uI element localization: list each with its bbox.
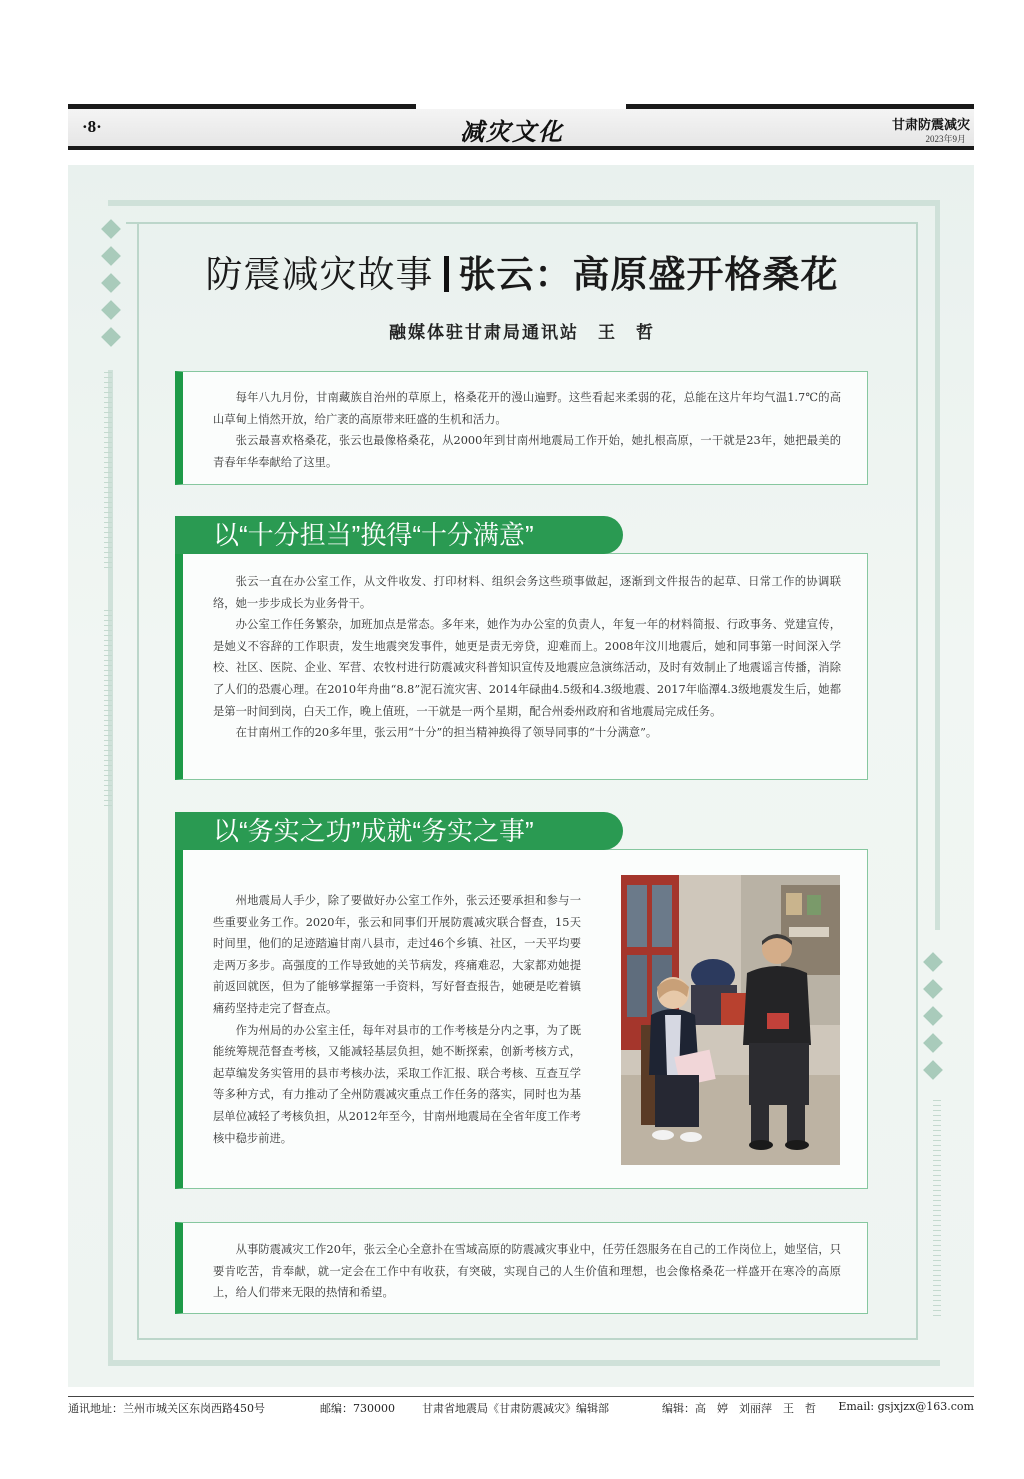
page-footer [68, 1400, 974, 1416]
section2-paragraph: 州地震局人手少，除了要做好办公室工作外，张云还要承担和参与一些重要业务工作。2020年，张云和同事们开展防震减灾联合督查，15天时间里，他们的足迹踏遍甘南八县市，走过46个乡镇、社区，一天平均要走两万多步。高强度的工作导致她的关节病发，疼痛难忍，大家都劝她提前返回就医，但为了能够掌握第一手资料，写好督查报告，她硬是吃着镇痛药坚持走完了督查点。 [213, 894, 581, 1015]
footer-rule [68, 1396, 974, 1397]
intro-paragraph: 张云最喜欢格桑花，张云也最像格桑花，从2000年到甘南州地震局工作开始，她扎根高原，一干就是23年，她把最美的青春年华奉献给了这里。 [213, 434, 841, 469]
intro-paragraph: 每年八九月份，甘南藏族自治州的草原上，格桑花开的漫山遍野。这些看起来柔弱的花，总能在这片年均气温1.7℃的高山草甸上悄然开放，给广袤的高原带来旺盛的生机和活力。 [213, 391, 841, 426]
magazine-name: 甘肃防震减灾 [891, 118, 970, 133]
hatch-ornament [104, 372, 112, 572]
title-main: 张云：高原盛开格桑花 [458, 254, 839, 295]
footer-publisher: 甘肃省地震局《甘肃防震减灾》编辑部 [422, 1402, 609, 1415]
title-prefix: 防震减灾故事 [205, 254, 434, 295]
section2-paragraph: 作为州局的办公室主任，每年对县市的工作考核是分内之事，为了既能统筹规范督查考核，又能减轻基层负担，她不断探索，创新考核方式，起草编发务实管用的县市考核办法，采取工作汇报、联合考核、互查互学等多种方式，有力推动了全州防震减灾重点工作任务的落实，同时也为基层单位减轻了考核负担，从2012年至今，甘南州地震局在全省年度工作考核中稳步前进。 [213, 1023, 581, 1145]
byline: 融媒体驻甘肃局通讯站 王 哲 [389, 323, 655, 343]
section1-paragraph: 在甘南州工作的20多年里，张云用“十分”的担当精神换得了领导同事的“十分满意”。 [235, 726, 658, 740]
frame-line-right [935, 200, 940, 930]
section1-box [175, 553, 868, 780]
issue-date: 2023年9月 [925, 134, 966, 144]
article-photo [621, 875, 840, 1165]
section2-heading: 以“务实之功”成就“务实之事” [175, 812, 623, 850]
column-title: 减灾文化 [460, 117, 564, 146]
conclusion-box [175, 1222, 868, 1314]
page-number: ·8· [82, 117, 102, 136]
inner-frame-left [137, 222, 139, 1340]
footer-postcode: 邮编：730000 [320, 1402, 395, 1415]
intro-box [175, 371, 868, 485]
inner-frame-top [126, 222, 918, 224]
frame-line-top [108, 200, 940, 206]
conclusion-paragraph: 从事防震减灾工作20年，张云全心全意扑在雪域高原的防震减灾事业中，任劳任怨服务在自己的工作岗位上，她坚信，只要肯吃苦，肯奉献，就一定会在工作中有收获，有突破，实现自己的人生价值和理想，也会像格桑花一样盛开在寒冷的高原上，给人们带来无限的热情和希望。 [213, 1243, 841, 1300]
footer-editors: 编辑：高 婷 刘丽萍 王 哲 [662, 1402, 816, 1415]
inner-frame-right [916, 222, 918, 1340]
section1-paragraph: 张云一直在办公室工作，从文件收发、打印材料、组织会务这些琐事做起，逐渐到文件报告的起草、日常工作的协调联络，她一步步成长为业务骨干。 [213, 575, 841, 610]
hatch-ornament [104, 610, 112, 810]
photo-illustration [621, 875, 840, 1165]
inner-frame-bottom [137, 1338, 918, 1340]
title-divider [444, 256, 449, 292]
section2-text [213, 890, 581, 1149]
article-title [0, 244, 1024, 298]
section1-paragraph: 办公室工作任务繁杂，加班加点是常态。多年来，她作为办公室的负责人，年复一年的材料简报、行政事务、党建宣传，是她义不容辞的工作职责，发生地震突发事件，她更是责无旁贷，迎难而上。2008年汶川地震后，她和同事第一时间深入学校、社区、医院、企业、军营、农牧村进行防震减灾科普知识宣传及地震应急演练活动，及时有效制止了地震谣言传播，消除了人们的恐震心理。在2010年舟曲“8.8”泥石流灾害、2014年碌曲4.5级和4.3级地震、2017年临潭4.3级地震发生后，她都是第一时间到岗，白天工作，晚上值班，一干就是一两个星期，配合州委州政府和省地震局完成任务。 [213, 618, 841, 718]
hatch-ornament [933, 1100, 941, 1320]
footer-address: 通讯地址：兰州市城关区东岗西路450号 [68, 1402, 265, 1415]
section1-heading: 以“十分担当”换得“十分满意” [175, 516, 623, 554]
footer-email: Email: gsjxjzx@163.com [838, 1400, 974, 1413]
frame-line-bottom [108, 1360, 940, 1366]
